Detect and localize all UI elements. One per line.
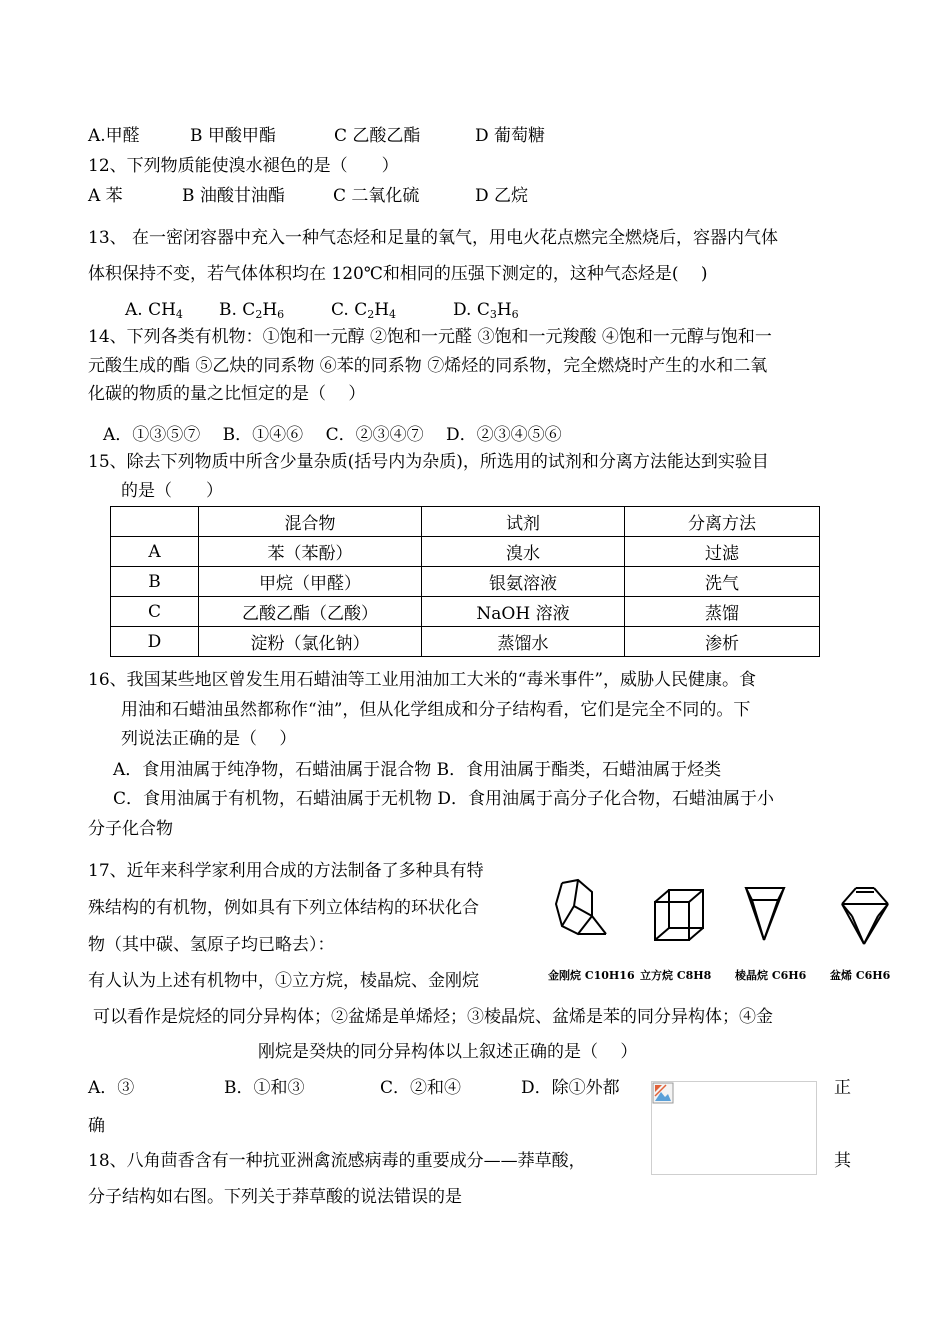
- q16-line-6: 分子化合物: [88, 819, 173, 839]
- q17-line-5: 可以看作是烷烃的同分异构体；②盆烯是单烯烃；③棱晶烷、盆烯是苯的同分异构体；④金: [93, 1007, 773, 1027]
- table-header-cell: 分离方法: [625, 507, 820, 537]
- table-header-cell: 试剂: [422, 507, 625, 537]
- table-header-cell: 混合物: [199, 507, 422, 537]
- q13-option-c: C. $C_2H_4$: [331, 300, 397, 321]
- q12-option-c: C 二氧化硫: [333, 186, 420, 206]
- q11-option-c: C 乙酸乙酯: [334, 126, 421, 146]
- table-cell: NaOH 溶液: [422, 597, 625, 627]
- q16-line-5: C．食用油属于有机物，石蜡油属于无机物 D．食用油属于高分子化合物，石蜡油属于小: [113, 789, 775, 809]
- table-cell: 洗气: [625, 567, 820, 597]
- q17-option-d: D．除①外都: [521, 1078, 620, 1098]
- table-cell: C: [111, 597, 199, 627]
- q12-option-d: D 乙烷: [475, 186, 529, 206]
- cubane-structure: [651, 886, 707, 944]
- benzvalene-structure: [836, 884, 892, 950]
- adamantane-structure: [548, 878, 610, 944]
- table-cell: 甲烷（甲醛）: [199, 567, 422, 597]
- prismane-structure: [740, 884, 790, 948]
- q13-line-2: 体积保持不变，若气体体积均在 120℃和相同的压强下测定的，这种气态烃是( ): [88, 264, 708, 284]
- q17-line-6: 刚烷是癸炔的同分异构体以上叙述正确的是（ ）: [258, 1042, 638, 1062]
- q17-line-1: 17、近年来科学家利用合成的方法制备了多种具有特: [88, 861, 484, 881]
- q12-stem: 12、下列物质能使溴水褪色的是（ ）: [88, 156, 399, 176]
- q11-option-d: D 葡萄糖: [475, 126, 546, 146]
- q16-line-1: 16、我国某些地区曾发生用石蜡油等工业用油加工大米的“毒米事件”，威胁人民健康。食: [88, 670, 757, 690]
- table-row: [111, 537, 820, 567]
- table-row: [111, 567, 820, 597]
- q16-line-3: 列说法正确的是（ ）: [121, 729, 297, 749]
- cubane-caption: 立方烷 C8H8: [640, 969, 712, 982]
- table-header-row: [111, 507, 820, 537]
- q16-line-2: 用油和石蜡油虽然都称作“油”，但从化学组成和分子结构看，它们是完全不同的。下: [121, 700, 751, 720]
- q17-line-2: 殊结构的有机物，例如具有下列立体结构的环状化合: [88, 898, 479, 918]
- q18-line-2: 分子结构如右图。下列关于莽草酸的说法错误的是: [88, 1187, 462, 1207]
- q17-option-d-tail-2: 确: [88, 1116, 105, 1136]
- table-cell: 蒸馏: [625, 597, 820, 627]
- table-cell: 渗析: [625, 627, 820, 657]
- q17-option-d-tail: 正: [834, 1078, 851, 1098]
- q15-table: [110, 506, 820, 657]
- q13-option-b: B. $C_2H_6$: [219, 300, 285, 321]
- q17-option-c: C．②和④: [380, 1078, 462, 1098]
- q17-option-b: B．①和③: [224, 1078, 305, 1098]
- broken-image-placeholder: [651, 1081, 817, 1175]
- q13-option-a: A. $CH_4$: [125, 300, 183, 321]
- q15-line-2: 的是（ ）: [121, 481, 223, 501]
- q17-line-4: 有人认为上述有机物中，①立方烷，棱晶烷、金刚烷: [88, 971, 479, 991]
- table-row: [111, 627, 820, 657]
- q14-options: A．①③⑤⑦ B．①④⑥ C．②③④⑦ D．②③④⑤⑥: [103, 425, 562, 445]
- q12-option-a: A 苯: [88, 186, 123, 206]
- adamantane-caption: 金刚烷 C10H16: [548, 969, 635, 982]
- q15-line-1: 15、除去下列物质中所含少量杂质(括号内为杂质)，所选用的试剂和分离方法能达到实验目: [88, 452, 769, 472]
- q13-line-1: 13、 在一密闭容器中充入一种气态烃和足量的氧气，用电火花点燃完全燃烧后，容器内气体: [88, 228, 779, 248]
- prismane-caption: 棱晶烷 C6H6: [735, 969, 807, 982]
- table-cell: 溴水: [422, 537, 625, 567]
- table-cell: 过滤: [625, 537, 820, 567]
- q14-line-2: 元酸生成的酯 ⑤乙炔的同系物 ⑥苯的同系物 ⑦烯烃的同系物，完全燃烧时产生的水和二氧: [88, 356, 768, 376]
- table-cell: 苯（苯酚）: [199, 537, 422, 567]
- table-header-cell: [111, 507, 199, 537]
- q17-line-3: 物（其中碳、氢原子均已略去）：: [88, 935, 335, 955]
- q18-line-1-tail: 其: [834, 1151, 851, 1171]
- q11-option-b: B 甲酸甲酯: [190, 126, 276, 146]
- q12-option-b: B 油酸甘油酯: [182, 186, 285, 206]
- table-row: [111, 597, 820, 627]
- q18-line-1: 18、八角茴香含有一种抗亚洲禽流感病毒的重要成分——莽草酸，: [88, 1151, 586, 1171]
- broken-image-icon: [652, 1082, 674, 1104]
- q16-line-4: A．食用油属于纯净物，石蜡油属于混合物 B．食用油属于酯类，石蜡油属于烃类: [113, 760, 722, 780]
- table-cell: A: [111, 537, 199, 567]
- q17-option-a: A．③: [88, 1078, 135, 1098]
- table-cell: D: [111, 627, 199, 657]
- table-cell: 蒸馏水: [422, 627, 625, 657]
- table-cell: 淀粉（氯化钠）: [199, 627, 422, 657]
- benzvalene-caption: 盆烯 C6H6: [830, 969, 891, 982]
- table-cell: 乙酸乙酯（乙酸）: [199, 597, 422, 627]
- q14-line-1: 14、下列各类有机物：①饱和一元醇 ②饱和一元醛 ③饱和一元羧酸 ④饱和一元醇与饱和一: [88, 327, 772, 347]
- table-cell: B: [111, 567, 199, 597]
- q13-option-d: D. $C_3H_6$: [453, 300, 519, 321]
- q11-option-a: A.甲醛: [88, 126, 140, 146]
- q14-line-3: 化碳的物质的量之比恒定的是（ ）: [88, 384, 366, 404]
- table-cell: 银氨溶液: [422, 567, 625, 597]
